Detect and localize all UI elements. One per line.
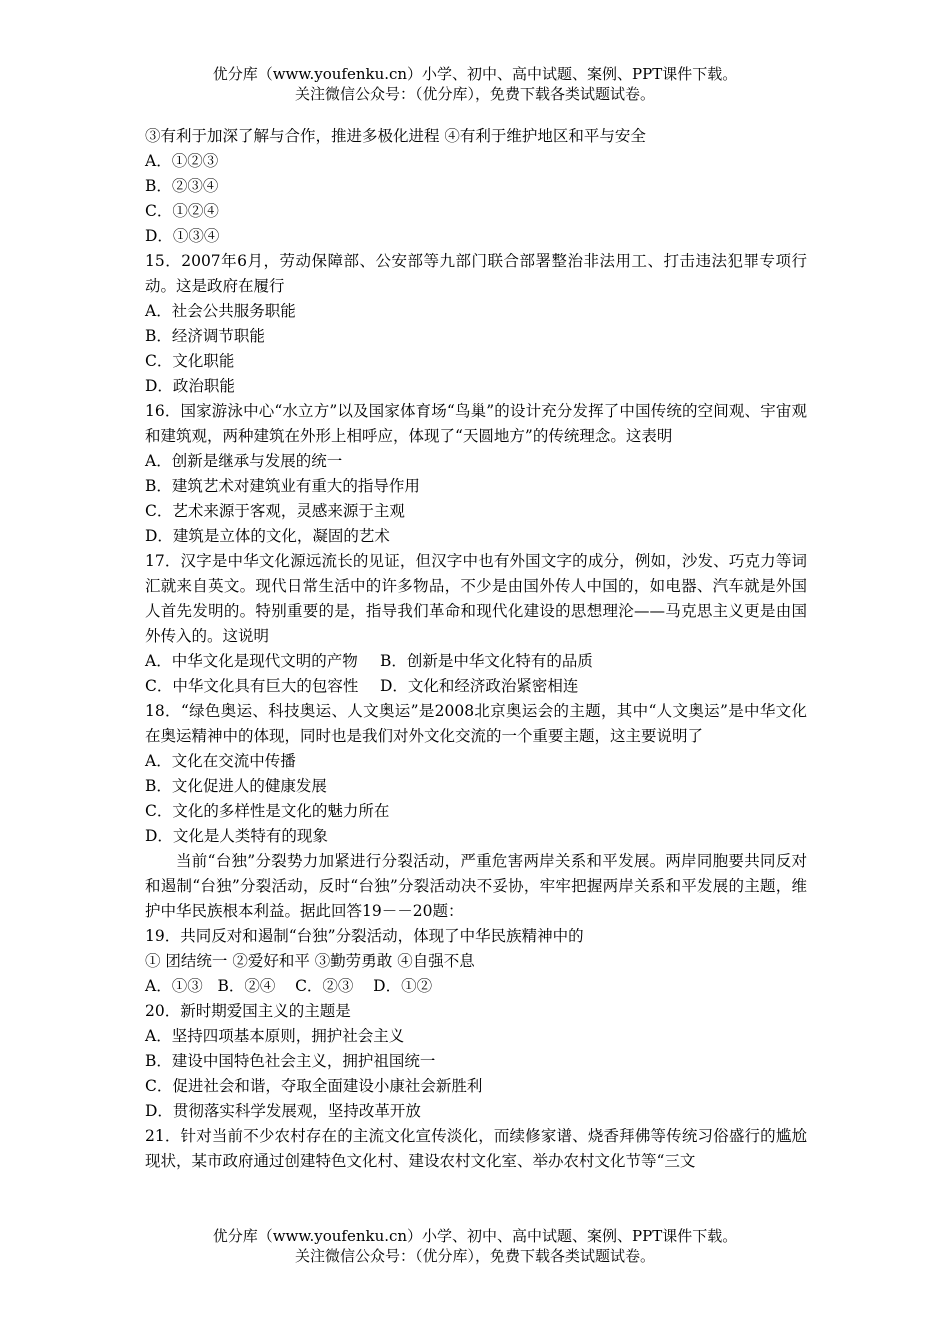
q14-option-d: D．①③④ <box>145 227 220 245</box>
q17-options-row-1 <box>145 649 807 674</box>
q17-option-b: B．创新是中华文化特有的品质 <box>380 652 593 670</box>
q17-stem: 17．汉字是中华文化源远流长的见证，但汉字中也有外国文字的成分，例如，沙发、巧克力等词汇就来自英文。现代日常生活中的许多物品，不少是由国外传人中国的，如电器、汽车就是外国人首先发明的。特别重要的是，指导我们革命和现代化建设的思想理沦——马克思主义更是由国外传入的。这说明 <box>145 552 807 645</box>
q14-option-b: B．②③④ <box>145 177 219 195</box>
q18-option-d: D．文化是人类特有的现象 <box>145 827 328 845</box>
q14-option-c: C．①②④ <box>145 202 219 220</box>
q15-stem: 15．2007年6月，劳动保障部、公安部等九部门联合部署整治非法用工、打击违法犯罪专项行动。这是政府在履行 <box>145 252 807 295</box>
header-line-1: 优分库（www.youfenku.cn）小学、初中、高中试题、案例、PPT课件下载。 <box>212 65 738 83</box>
q16-option-a: A．创新是继承与发展的统一 <box>145 452 343 470</box>
q18-option-c: C．文化的多样性是文化的魅力所在 <box>145 802 390 820</box>
q18-option-b: B．文化促进人的健康发展 <box>145 777 327 795</box>
q19-options: A．①③ B．②④ C．②③ D．①② <box>145 977 433 995</box>
q15-option-a: A．社会公共服务职能 <box>145 302 296 320</box>
material-paragraph: 当前“台独”分裂势力加紧进行分裂活动，严重危害两岸关系和平发展。两岸同胞要共同反对和遏制“台独”分裂活动，反时“台独”分裂活动决不妥协，牢牢把握两岸关系和平发展的主题，维护中华民族根本利益。据此回答19－－20题： <box>145 852 807 920</box>
q15-option-c: C．文化职能 <box>145 352 235 370</box>
q15-option-b: B．经济调节职能 <box>145 327 265 345</box>
q14-statements: ③有利于加深了解与合作，推进多极化进程 ④有利于维护地区和平与安全 <box>145 127 646 145</box>
document-body <box>145 124 807 1174</box>
q20-option-c: C．促进社会和谐，夺取全面建设小康社会新胜利 <box>145 1077 483 1095</box>
q18-option-a: A．文化在交流中传播 <box>145 752 296 770</box>
q16-option-b: B．建筑艺术对建筑业有重大的指导作用 <box>145 477 420 495</box>
q17-option-c: C．中华文化具有巨大的包容性 <box>145 677 359 695</box>
q16-option-c: C．艺术来源于客观，灵感来源于主观 <box>145 502 405 520</box>
q17-option-d: D．文化和经济政治紧密相连 <box>380 677 579 695</box>
q20-option-b: B．建设中国特色社会主义，拥护祖国统一 <box>145 1052 436 1070</box>
q17-options-row-2 <box>145 674 807 699</box>
q20-stem: 20．新时期爱国主义的主题是 <box>145 1002 351 1020</box>
footer-line-1: 优分库（www.youfenku.cn）小学、初中、高中试题、案例、PPT课件下载。 <box>212 1227 738 1245</box>
q20-option-d: D．贯彻落实科学发展观，坚持改革开放 <box>145 1102 421 1120</box>
q19-stem: 19．共同反对和遏制“台独”分裂活动，体现了中华民族精神中的 <box>145 927 584 945</box>
q16-stem: 16．国家游泳中心“水立方”以及国家体育场“鸟巢”的设计充分发挥了中国传统的空间观、宇宙观和建筑观，两种建筑在外形上相呼应，体现了“天圆地方”的传统理念。这表明 <box>145 402 807 445</box>
q21-stem: 21．针对当前不少农村存在的主流文化宣传淡化，而续修家谱、烧香拜佛等传统习俗盛行的尴尬现状，某市政府通过创建特色文化村、建设农村文化室、举办农村文化节等“三文 <box>145 1127 807 1170</box>
q15-option-d: D．政治职能 <box>145 377 235 395</box>
page-header <box>0 64 950 104</box>
q16-option-d: D．建筑是立体的文化，凝固的艺术 <box>145 527 390 545</box>
footer-line-2: 关注微信公众号：（优分库），免费下载各类试题试卷。 <box>294 1247 655 1265</box>
q18-stem: 18．“绿色奥运、科技奥运、人文奥运”是2008北京奥运会的主题，其中“人文奥运”是中华文化在奥运精神中的体现，同时也是我们对外文化交流的一个重要主题，这主要说明了 <box>145 702 807 745</box>
q19-statements: ① 团结统一 ②爱好和平 ③勤劳勇敢 ④自强不息 <box>145 952 475 970</box>
q20-option-a: A．坚持四项基本原则，拥护社会主义 <box>145 1027 405 1045</box>
q17-option-a: A．中华文化是现代文明的产物 <box>145 652 358 670</box>
q14-option-a: A．①②③ <box>145 152 219 170</box>
page-footer <box>0 1226 950 1266</box>
header-line-2: 关注微信公众号：（优分库），免费下载各类试题试卷。 <box>294 85 655 103</box>
